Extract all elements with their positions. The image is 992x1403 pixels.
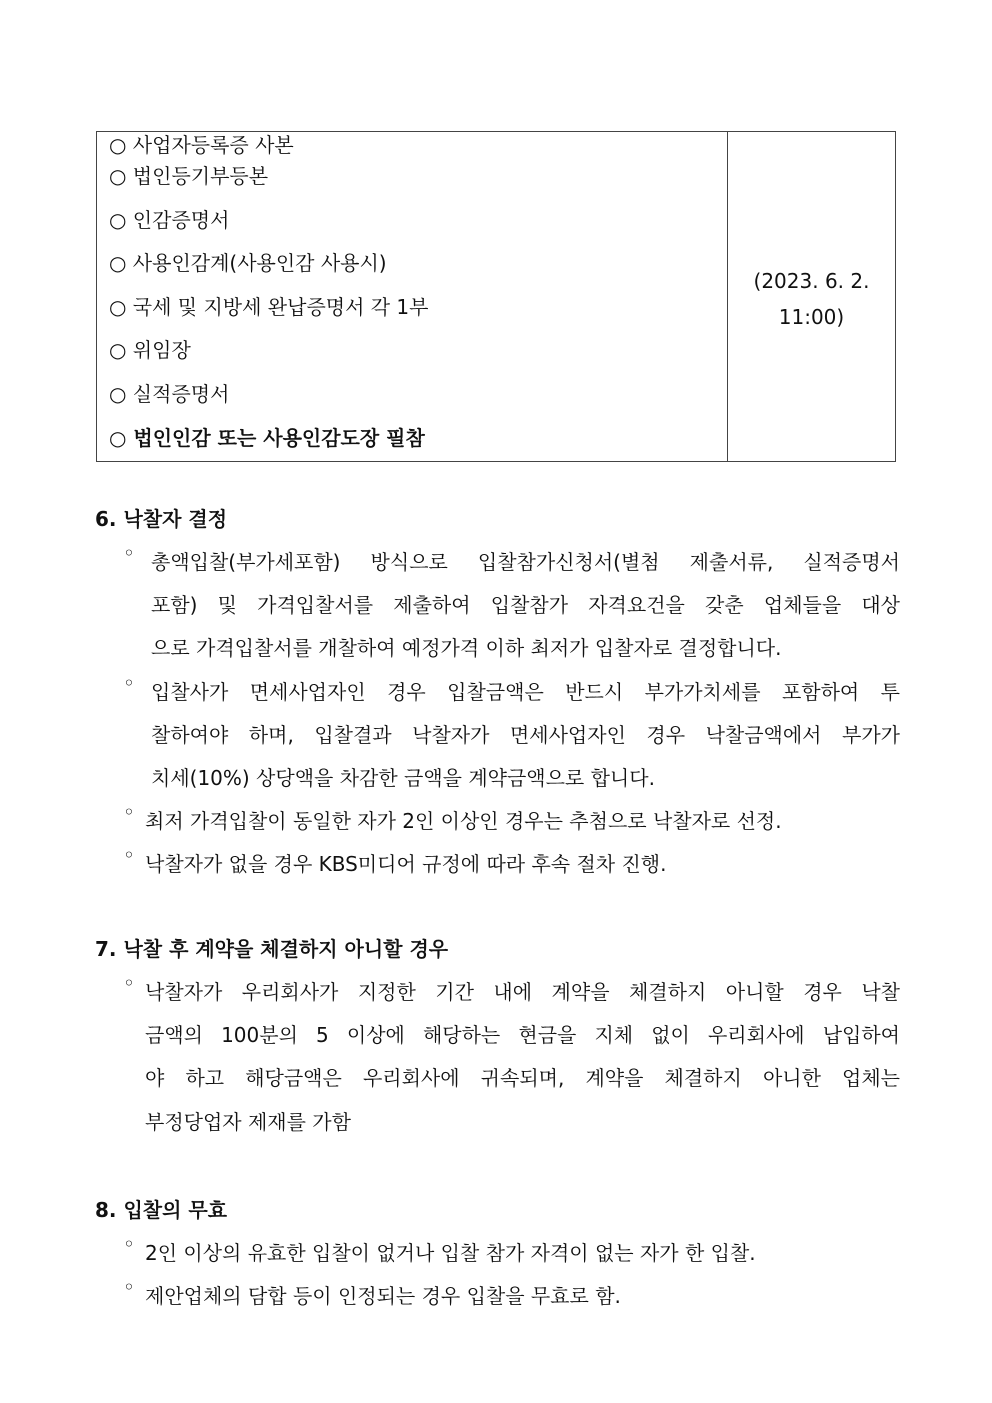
doc-item: ○ 사용인감계(사용인감 사용시): [109, 251, 387, 276]
doc-item-seal-required: ○ 법인인감 또는 사용인감도장 필참: [109, 425, 425, 450]
section-8: [95, 1188, 900, 1318]
section-heading: 8. 입찰의 무효: [95, 1198, 228, 1222]
section-6: [95, 497, 900, 887]
bullet-mark: ◦: [123, 971, 135, 995]
bullet-item: [95, 971, 900, 1144]
text-line: 제안업체의 담합 등이 인정되는 경우 입찰을 무효로 함.: [145, 1284, 621, 1309]
bullet-mark: ◦: [123, 1275, 135, 1300]
text-line: 금액의 100분의 5 이상에 해당하는 현금을 지체 없이 우리회사에 납입하여: [145, 1023, 900, 1048]
text-line: 야 하고 해당금액은 우리회사에 귀속되며, 계약을 체결하지 아니한 업체는: [145, 1066, 900, 1091]
text-line: 입찰사가 면세사업자인 경우 입찰금액은 반드시 부가가치세를 포함하여 투: [151, 679, 900, 704]
text-line: 총액입찰(부가세포함) 방식으로 입찰참가신청서(별첨 제출서류, 실적증명서: [151, 550, 900, 574]
bullet-item: [95, 843, 900, 886]
section-heading: 7. 낙찰 후 계약을 체결하지 아니할 경우: [95, 937, 449, 961]
bullet-mark: ◦: [123, 843, 135, 868]
bullet-mark: ◦: [123, 541, 135, 565]
bullet-item: [95, 800, 900, 843]
required-documents-table: [96, 131, 896, 462]
text-line: 포함) 및 가격입찰서를 제출하여 입찰참가 자격요건을 갖춘 업체들을 대상: [151, 593, 900, 618]
bullet-mark: ◦: [123, 1232, 135, 1256]
text-line: 치세(10%) 상당액을 차감한 금액을 계약금액으로 합니다.: [151, 766, 655, 791]
bullet-mark: ◦: [123, 800, 135, 825]
bullet-mark: ◦: [123, 670, 135, 695]
text-line: 찰하여야 하며, 입찰결과 낙찰자가 면세사업자인 경우 낙찰금액에서 부가가: [151, 722, 900, 747]
bullet-item: [95, 541, 900, 671]
text-line: 낙찰자가 우리회사가 지정한 기간 내에 계약을 체결하지 아니할 경우 낙찰: [145, 980, 900, 1004]
section-heading: 6. 낙찰자 결정: [95, 507, 228, 531]
doc-item: ○ 사업자등록증 사본: [109, 133, 294, 157]
doc-item: ○ 실적증명서: [109, 381, 230, 406]
doc-item: ○ 국세 및 지방세 완납증명서 각 1부: [109, 294, 429, 319]
bullet-item: [95, 671, 900, 801]
text-line: 2인 이상의 유효한 입찰이 없거나 입찰 참가 자격이 없는 자가 한 입찰.: [145, 1241, 756, 1265]
bullet-item: [95, 1232, 900, 1275]
text-line: 최저 가격입찰이 동일한 자가 2인 이상인 경우는 추첨으로 낙찰자로 선정.: [145, 809, 782, 834]
section-7: [95, 927, 900, 1144]
doc-item: ○ 법인등기부등본: [109, 164, 269, 188]
deadline-cell: [728, 132, 895, 461]
doc-item: ○ 인감증명서: [109, 207, 230, 232]
text-line: 으로 가격입찰서를 개찰하여 예정가격 이하 최저가 입찰자로 결정합니다.: [151, 636, 782, 661]
text-line: 낙찰자가 없을 경우 KBS미디어 규정에 따라 후속 절차 진행.: [145, 852, 667, 877]
deadline-time: 11:00): [778, 304, 845, 329]
bullet-item: [95, 1275, 900, 1318]
deadline-date: (2023. 6. 2.: [753, 268, 870, 293]
documents-cell: [97, 132, 728, 461]
text-line: 부정당업자 제재를 가함: [145, 1109, 351, 1134]
doc-item: ○ 위임장: [109, 338, 191, 363]
